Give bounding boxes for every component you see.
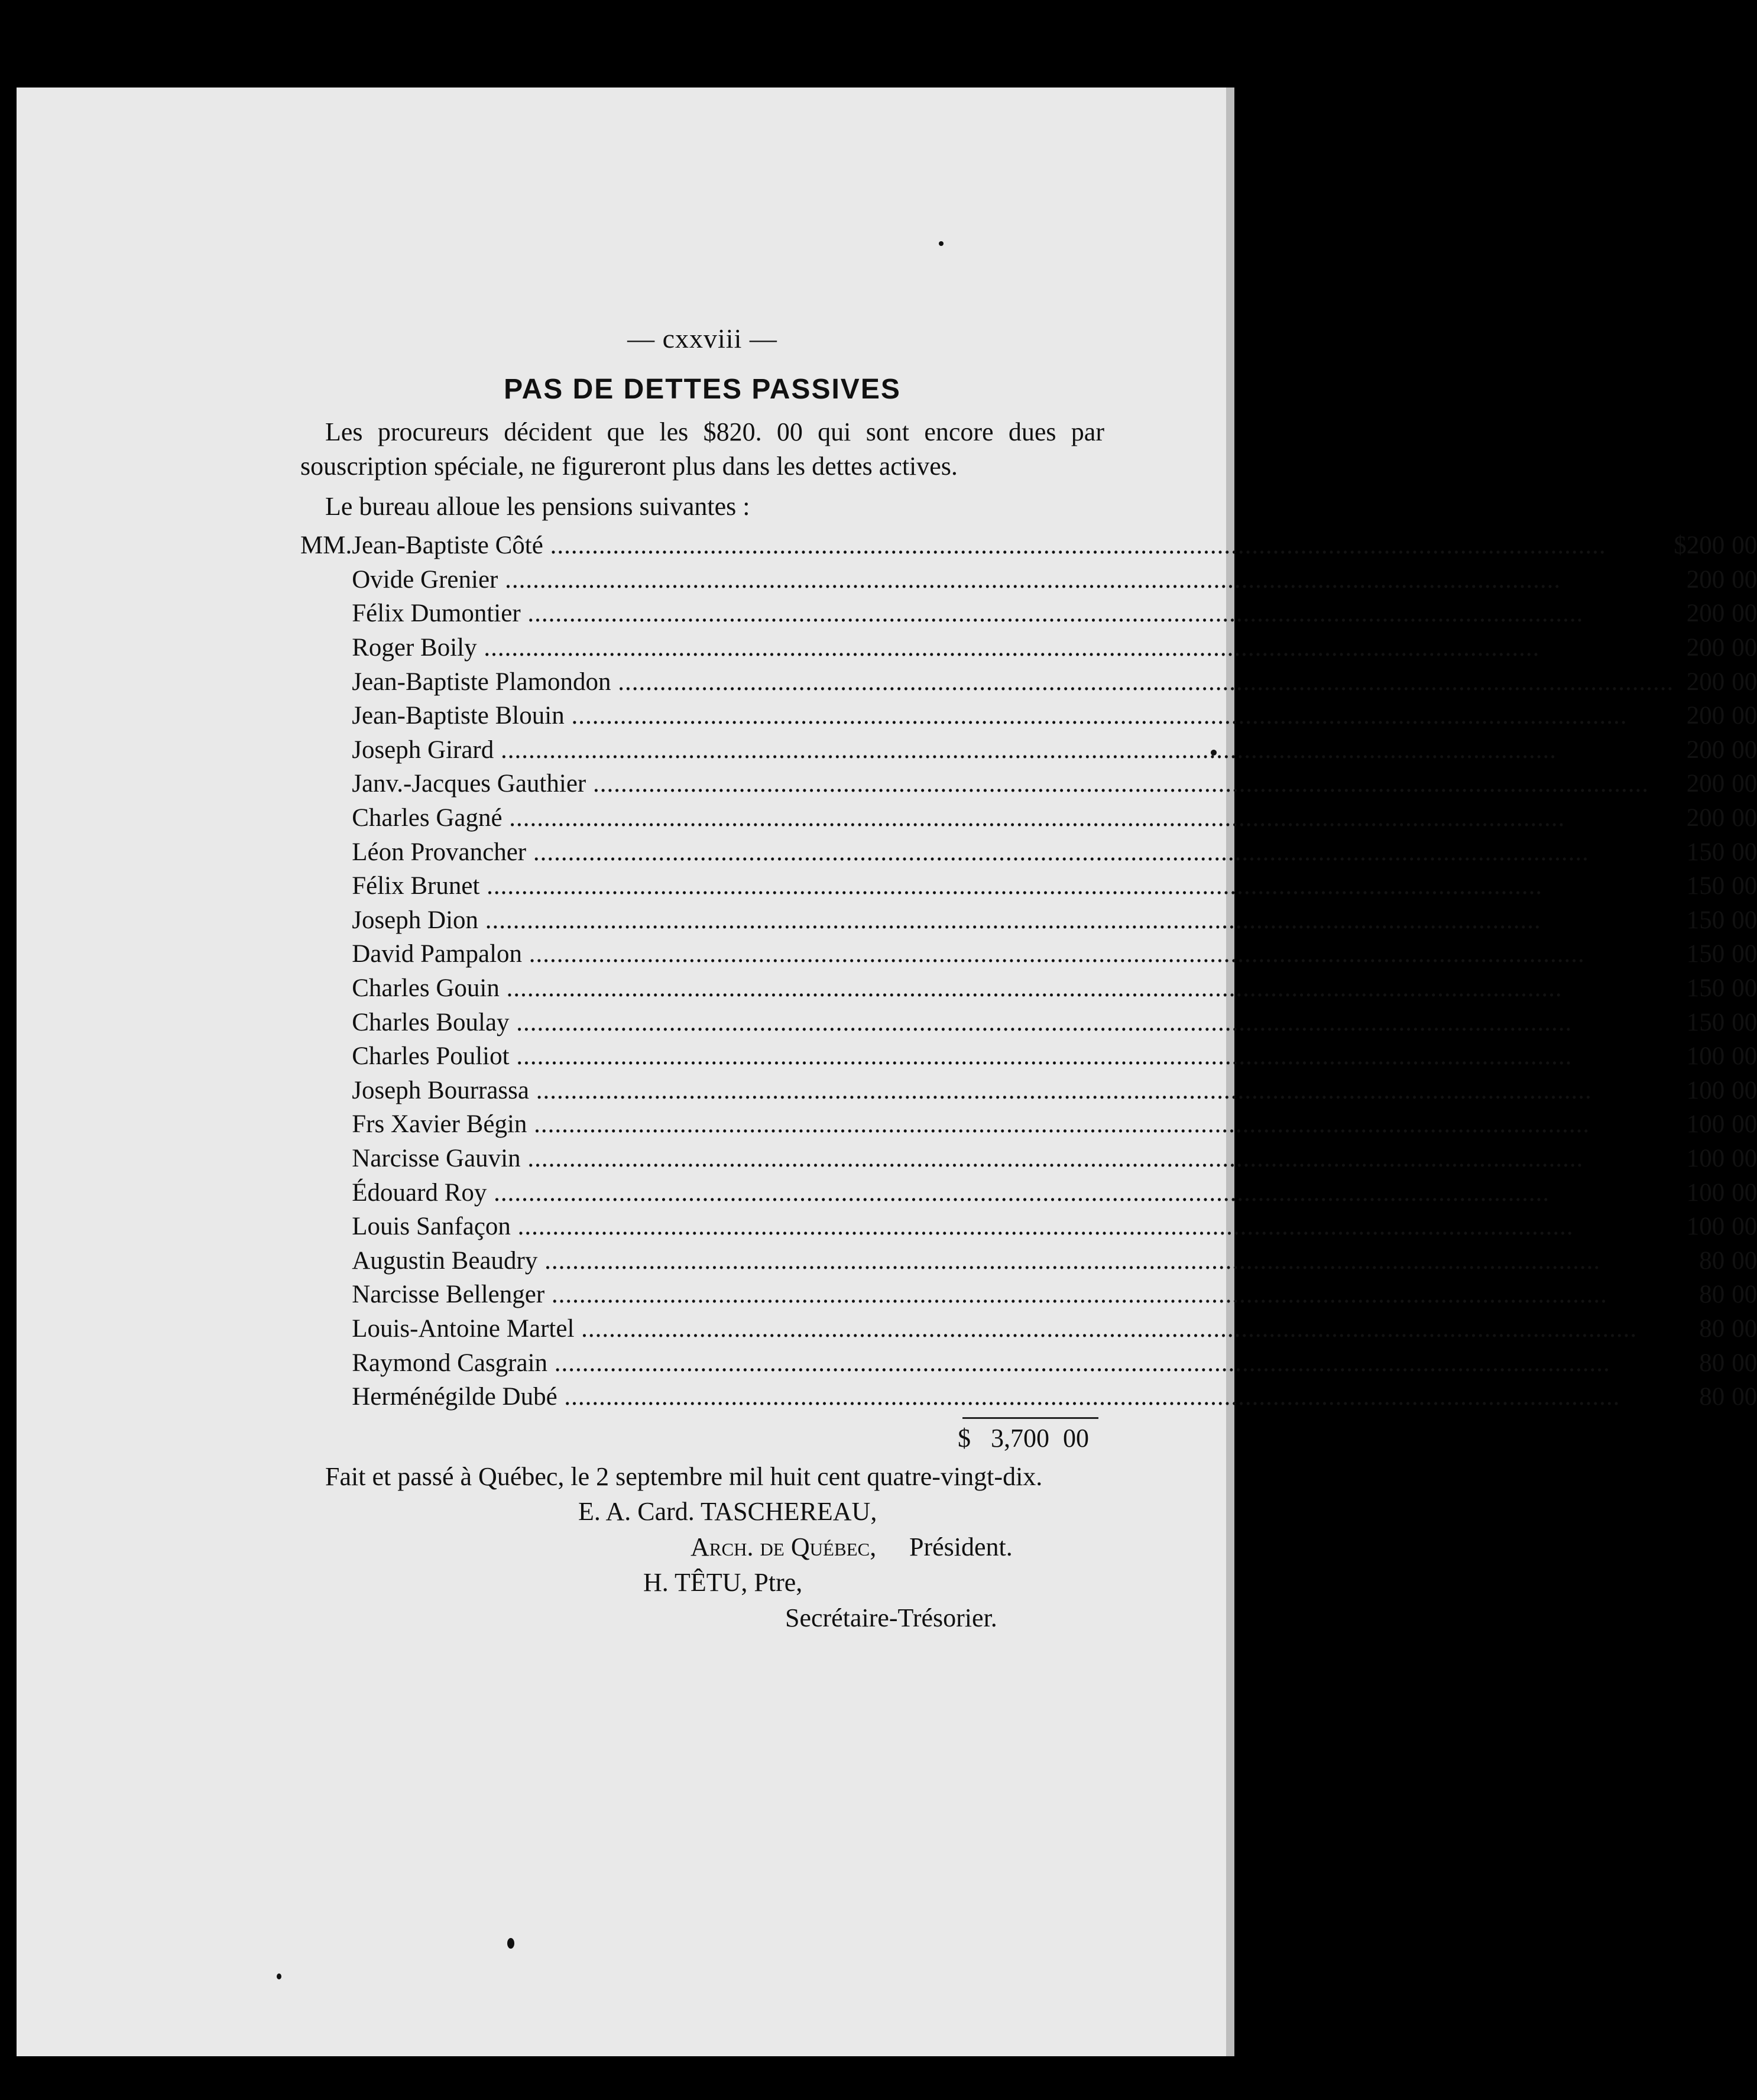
pension-amount: 80 xyxy=(1699,1314,1725,1343)
pension-dollar-sign xyxy=(1674,1312,1687,1346)
table-row xyxy=(300,1175,1757,1210)
table-row xyxy=(300,903,1757,938)
pension-prefix xyxy=(300,1346,352,1380)
signature-role-secretary: Secrétaire-Trésorier. xyxy=(785,1603,997,1633)
total-cents: 00 xyxy=(1063,1424,1089,1453)
table-row xyxy=(300,1107,1757,1142)
pension-dollar-sign xyxy=(1674,597,1687,631)
signature-line-4 xyxy=(300,1600,1104,1636)
table-row xyxy=(300,1074,1757,1108)
pension-name: Joseph Bourrassa ..... xyxy=(352,1077,1592,1104)
table-row xyxy=(300,631,1757,665)
pension-prefix xyxy=(300,1312,352,1346)
closing-statement: Fait et passé à Québec, le 2 septembre mil huit cent quatre-vingt-dix. xyxy=(325,1462,1043,1492)
table-row xyxy=(300,1210,1757,1244)
pension-name-cell xyxy=(352,767,1674,801)
signature-name-tetu: H. TÊTU, Ptre, xyxy=(643,1568,803,1597)
pension-dollar-sign xyxy=(1674,563,1687,597)
pension-name-cell xyxy=(352,903,1674,938)
pension-cents: 00 xyxy=(1732,1144,1757,1172)
pension-amount: 80 xyxy=(1699,1349,1725,1377)
pension-amount: 80 xyxy=(1699,1281,1725,1309)
total-amount: 3,700 xyxy=(991,1424,1049,1453)
pension-prefix xyxy=(300,869,352,903)
pension-name: Narcisse Gauvin ..... xyxy=(352,1145,1583,1172)
pension-dollar-sign xyxy=(1674,937,1687,971)
pension-name-cell xyxy=(352,733,1674,767)
ink-speck xyxy=(507,1938,514,1949)
page-content xyxy=(300,312,1757,1636)
pension-cents: 00 xyxy=(1732,532,1757,560)
paragraph-pensions-intro: Le bureau alloue les pensions suivantes : xyxy=(325,492,750,521)
pension-name-cell xyxy=(352,529,1674,563)
table-row xyxy=(300,1142,1757,1176)
pension-amount: 80 xyxy=(1699,1383,1725,1411)
pension-cents: 00 xyxy=(1732,1008,1757,1036)
pension-cents: 00 xyxy=(1732,735,1757,764)
pension-prefix xyxy=(300,1278,352,1312)
pension-dollar-sign xyxy=(1674,903,1687,938)
pensions-table-body xyxy=(300,529,1757,1414)
pension-dollar-sign xyxy=(1674,1175,1687,1210)
pension-cents: 00 xyxy=(1732,702,1757,730)
pension-dollar-sign xyxy=(1674,665,1687,699)
pension-prefix xyxy=(300,1074,352,1108)
pension-name-cell xyxy=(352,597,1674,631)
pension-name: Louis-Antoine Martel ..... xyxy=(352,1315,1637,1343)
pension-cents: 00 xyxy=(1732,634,1757,662)
table-row xyxy=(300,529,1757,563)
pension-amount: 200 xyxy=(1686,702,1725,730)
table-row xyxy=(300,1039,1757,1074)
pension-cents: 00 xyxy=(1732,1281,1757,1309)
pension-dollar-sign xyxy=(1674,1346,1687,1380)
ink-speck xyxy=(1211,750,1217,756)
pension-name: Jean-Baptiste Côté ..... xyxy=(352,532,1606,559)
ink-speck xyxy=(277,1973,281,1979)
section-heading: PAS DE DETTES PASSIVES xyxy=(504,374,901,405)
pension-cents: 00 xyxy=(1732,974,1757,1003)
pension-name: Charles Gouin ..... xyxy=(352,974,1562,1002)
table-row xyxy=(300,767,1757,801)
table-row xyxy=(300,733,1757,767)
pension-prefix xyxy=(300,1039,352,1074)
pension-name-cell xyxy=(352,665,1674,699)
table-row xyxy=(300,699,1757,733)
pension-amount: 200 xyxy=(1686,532,1725,560)
pension-name-cell xyxy=(352,1074,1674,1108)
pension-dollar-sign xyxy=(1674,631,1687,665)
pension-name-cell xyxy=(352,801,1674,835)
pension-amount: 100 xyxy=(1686,1178,1725,1207)
pension-name-cell xyxy=(352,1107,1674,1142)
pension-amount: 100 xyxy=(1686,1213,1725,1241)
table-row xyxy=(300,563,1757,597)
pension-prefix xyxy=(300,801,352,835)
pension-prefix xyxy=(300,1380,352,1414)
table-row xyxy=(300,869,1757,903)
table-row xyxy=(300,1312,1757,1346)
pension-name: Charles Boulay ..... xyxy=(352,1009,1572,1036)
pension-cents: 00 xyxy=(1732,1246,1757,1275)
pension-prefix xyxy=(300,971,352,1006)
pension-amount: 100 xyxy=(1686,1110,1725,1139)
pension-name-cell xyxy=(352,971,1674,1006)
pension-amount: 200 xyxy=(1686,599,1725,628)
pension-dollar-sign xyxy=(1674,869,1687,903)
pension-prefix xyxy=(300,1005,352,1039)
table-row xyxy=(300,1005,1757,1039)
pension-dollar-sign xyxy=(1674,1107,1687,1142)
pension-dollar-sign xyxy=(1674,733,1687,767)
pension-amount: 150 xyxy=(1686,974,1725,1003)
pension-name: Augustin Beaudry ..... xyxy=(352,1247,1600,1275)
pension-name-cell xyxy=(352,1175,1674,1210)
pension-dollar-sign xyxy=(1674,801,1687,835)
page-number: — cxxviii — xyxy=(627,323,777,354)
pension-amount: 150 xyxy=(1686,940,1725,968)
pension-prefix xyxy=(300,1210,352,1244)
pension-dollar-sign xyxy=(1674,1243,1687,1278)
pension-prefix xyxy=(300,1107,352,1142)
pension-cents: 00 xyxy=(1732,1213,1757,1241)
pension-dollar-sign xyxy=(1674,1039,1687,1074)
pension-prefix xyxy=(300,1243,352,1278)
pension-name: Joseph Girard ..... xyxy=(352,736,1557,764)
ink-speck xyxy=(939,241,944,246)
pension-prefix xyxy=(300,563,352,597)
pension-prefix xyxy=(300,767,352,801)
pension-name: Janv.-Jacques Gauthier ..... xyxy=(352,770,1649,798)
pension-name-cell xyxy=(352,1142,1674,1176)
pension-amount: 100 xyxy=(1686,1042,1725,1071)
pension-prefix xyxy=(300,733,352,767)
pension-name: Louis Sanfaçon ..... xyxy=(352,1213,1573,1240)
pension-name: Édouard Roy ..... xyxy=(352,1179,1549,1207)
signature-title-archbishop: Arch. de Québec, xyxy=(691,1532,877,1562)
pension-dollar-sign xyxy=(1674,1005,1687,1039)
pension-cents: 00 xyxy=(1732,906,1757,934)
pension-name-cell xyxy=(352,835,1674,869)
table-row xyxy=(300,1346,1757,1380)
document-page xyxy=(17,88,1757,2056)
table-row xyxy=(300,665,1757,699)
table-row xyxy=(300,937,1757,971)
signature-role-president: Président. xyxy=(909,1532,1013,1562)
pension-dollar-sign xyxy=(1674,1278,1687,1312)
pension-cents: 00 xyxy=(1732,804,1757,832)
paragraph-debts: Les procureurs décident que les $820. 00 qui sont encore dues par souscription spéciale, ne figureront plus dans les dettes actives. xyxy=(300,417,1104,481)
signature-name-taschereau: E. A. Card. TASCHEREAU, xyxy=(578,1497,877,1527)
pension-dollar-sign xyxy=(1674,1074,1687,1108)
pension-cents: 00 xyxy=(1732,1383,1757,1411)
pension-name: Joseph Dion ..... xyxy=(352,906,1541,934)
pension-name-cell xyxy=(352,1210,1674,1244)
pension-dollar-sign xyxy=(1674,971,1687,1006)
pension-amount: 200 xyxy=(1686,770,1725,798)
pension-cents: 00 xyxy=(1732,565,1757,594)
pension-name-cell xyxy=(352,699,1674,733)
pension-name-cell xyxy=(352,1346,1674,1380)
table-row xyxy=(300,1243,1757,1278)
pension-amount: 80 xyxy=(1699,1246,1725,1275)
pension-cents: 00 xyxy=(1732,872,1757,900)
total-rule xyxy=(962,1417,1098,1419)
pension-prefix xyxy=(300,937,352,971)
pension-amount: 150 xyxy=(1686,1008,1725,1036)
pension-name: Herménégilde Dubé ..... xyxy=(352,1383,1620,1411)
pension-name-cell xyxy=(352,1039,1674,1074)
pension-name: David Pampalon ..... xyxy=(352,940,1585,968)
pension-name-cell xyxy=(352,1243,1674,1278)
pension-cents: 00 xyxy=(1732,1110,1757,1139)
pension-prefix xyxy=(300,1175,352,1210)
pension-name: Narcisse Bellenger ..... xyxy=(352,1281,1607,1308)
total-dollar-sign: $ xyxy=(958,1424,971,1453)
pension-prefix: MM. xyxy=(300,532,352,560)
pension-amount: 200 xyxy=(1686,735,1725,764)
pension-amount: 150 xyxy=(1686,838,1725,866)
pension-amount: 200 xyxy=(1686,565,1725,594)
pension-cents: 00 xyxy=(1732,940,1757,968)
pension-name-cell xyxy=(352,869,1674,903)
pension-name-cell xyxy=(352,631,1674,665)
pension-dollar-sign xyxy=(1674,699,1687,733)
signature-line-3 xyxy=(300,1565,1104,1600)
pension-name: Jean-Baptiste Plamondon ..... xyxy=(352,668,1674,696)
pension-name-cell xyxy=(352,563,1674,597)
total-row xyxy=(300,1414,1104,1455)
pension-prefix xyxy=(300,1142,352,1176)
pension-dollar-sign xyxy=(1674,767,1687,801)
pension-name-cell xyxy=(352,937,1674,971)
pension-prefix xyxy=(300,631,352,665)
table-row xyxy=(300,1380,1757,1414)
pension-amount: 200 xyxy=(1686,667,1725,696)
pension-dollar-sign xyxy=(1674,835,1687,869)
pension-cents: 00 xyxy=(1732,770,1757,798)
pension-prefix xyxy=(300,903,352,938)
pensions-table xyxy=(300,529,1757,1414)
pension-cents: 00 xyxy=(1732,1178,1757,1207)
pension-cents: 00 xyxy=(1732,1076,1757,1104)
pension-cents: 00 xyxy=(1732,667,1757,696)
pension-cents: 00 xyxy=(1732,599,1757,628)
pension-amount: 100 xyxy=(1686,1144,1725,1172)
table-row xyxy=(300,1278,1757,1312)
pension-name: Charles Gagné ..... xyxy=(352,804,1565,832)
pension-amount: 150 xyxy=(1686,872,1725,900)
pension-name: Raymond Casgrain ..... xyxy=(352,1349,1610,1377)
pension-prefix xyxy=(300,699,352,733)
pension-prefix xyxy=(300,835,352,869)
pension-name: Félix Dumontier ..... xyxy=(352,599,1583,627)
pension-dollar-sign xyxy=(1674,1142,1687,1176)
pension-dollar-sign xyxy=(1674,1210,1687,1244)
pension-name-cell xyxy=(352,1312,1674,1346)
table-row xyxy=(300,801,1757,835)
pension-name: Félix Brunet ..... xyxy=(352,872,1542,900)
signature-line-2 xyxy=(300,1529,1104,1565)
pension-dollar-sign: $ xyxy=(1674,532,1687,560)
pension-cents: 00 xyxy=(1732,838,1757,866)
pension-amount: 200 xyxy=(1686,634,1725,662)
pension-name: Ovide Grenier ..... xyxy=(352,566,1561,594)
pension-cents: 00 xyxy=(1732,1042,1757,1071)
pension-name: Roger Boily ..... xyxy=(352,634,1539,662)
pension-dollar-sign xyxy=(1674,1380,1687,1414)
pension-name-cell xyxy=(352,1278,1674,1312)
signature-line-1 xyxy=(300,1494,1104,1529)
pension-name-cell xyxy=(352,1005,1674,1039)
pension-name: Jean-Baptiste Blouin ..... xyxy=(352,702,1627,730)
pension-prefix xyxy=(300,665,352,699)
pension-cents: 00 xyxy=(1732,1314,1757,1343)
pension-name: Charles Pouliot ..... xyxy=(352,1042,1572,1070)
pension-amount: 150 xyxy=(1686,906,1725,934)
pension-name: Léon Provancher ..... xyxy=(352,838,1589,866)
pension-prefix xyxy=(300,597,352,631)
pension-amount: 100 xyxy=(1686,1076,1725,1104)
pension-amount: 200 xyxy=(1686,804,1725,832)
table-row xyxy=(300,597,1757,631)
pension-cents: 00 xyxy=(1732,1349,1757,1377)
pension-name: Frs Xavier Bégin ..... xyxy=(352,1110,1590,1138)
pension-name-cell xyxy=(352,1380,1674,1414)
table-row xyxy=(300,971,1757,1006)
table-row xyxy=(300,835,1757,869)
